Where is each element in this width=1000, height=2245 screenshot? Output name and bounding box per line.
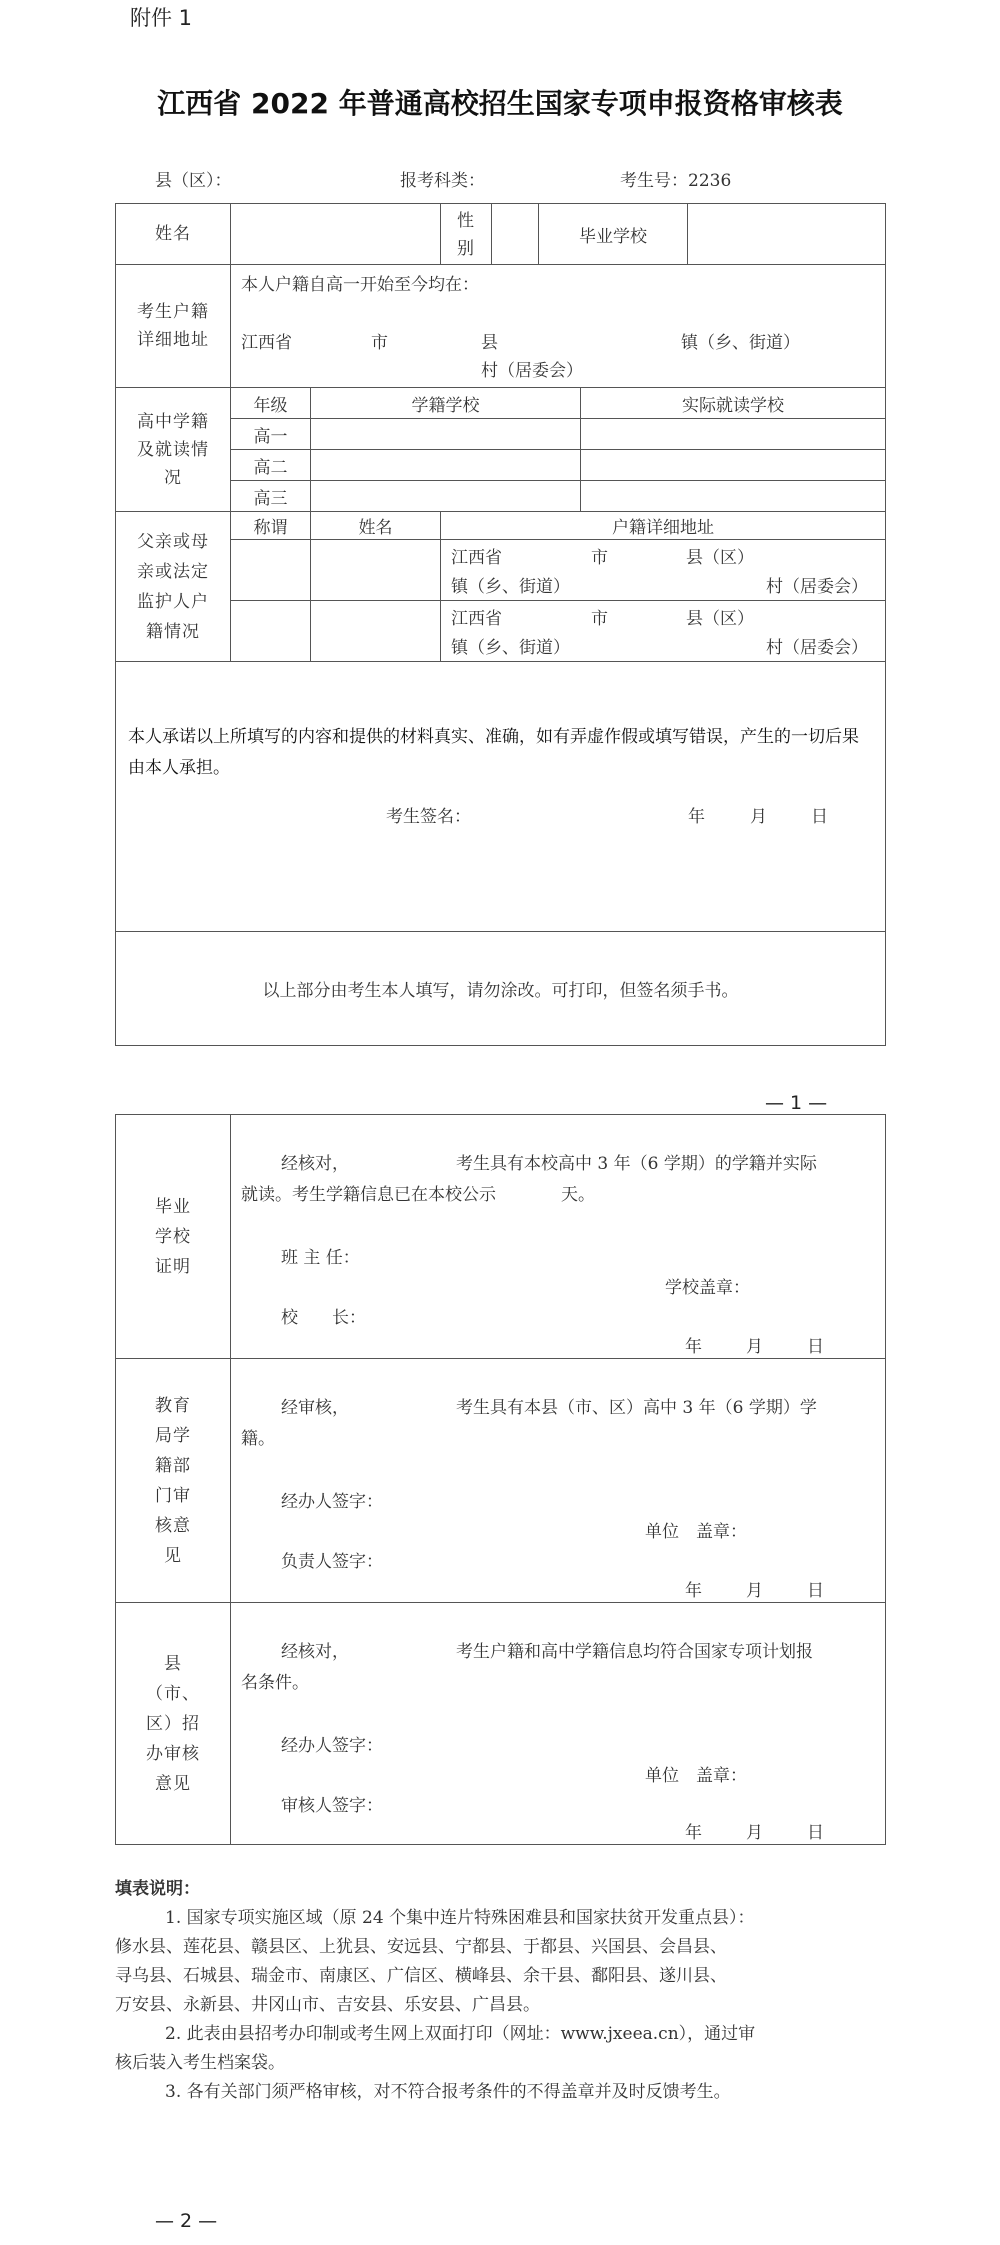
edu-day: 日 [807,1581,824,1601]
edu-bureau-text-c: 籍。 [241,1429,275,1449]
parent-1-county: 县（区） [686,548,754,568]
parent-1-town: 镇（乡、街道） [451,577,570,597]
edu-leader-label: 负责人签字： [281,1552,383,1572]
page-number-2: — 2 — [155,2210,218,2232]
actual-school-grade-1[interactable] [581,419,886,450]
school-cert-year: 年 [685,1337,702,1357]
parent-1-name[interactable] [311,540,441,601]
parent-2-address[interactable] [441,601,886,662]
county-year: 年 [685,1823,702,1843]
school-cert-day: 日 [807,1337,824,1357]
edu-year: 年 [685,1581,702,1601]
county-day: 日 [807,1823,824,1843]
school-cert-text-d: 天。 [561,1185,595,1205]
school-cert-cell[interactable] [231,1115,886,1359]
parent-1-relation[interactable] [231,540,311,601]
reg-school-col-header: 学籍学校 [311,388,581,419]
edu-month: 月 [746,1581,763,1601]
edu-seal-label: 单位 盖章： [645,1522,747,1542]
hukou-province: 江西省 [241,332,292,353]
note-1-line-1: 1. 国家专项实施区域（原 24 个集中连片特殊困难县和国家扶贫开发重点县）： [165,1908,755,1928]
instructions [115,1875,885,2107]
county-office-text-a: 经核对， [281,1642,349,1662]
actual-school-grade-3[interactable] [581,481,886,512]
note-2-line-1: 2. 此表由县招考办印制或考生网上双面打印（网址：www.jxeea.cn），通过审 [165,2024,756,2044]
school-field[interactable] [688,204,886,265]
parent-2-town: 镇（乡、街道） [451,638,570,658]
county-office-cell[interactable] [231,1603,886,1845]
note-1-line-3: 寻乌县、石城县、瑞金市、南康区、广信区、横峰县、余干县、鄱阳县、遂川县、 [115,1966,727,1986]
review-table [115,1114,886,1845]
school-cert-text-a: 经核对， [281,1154,349,1174]
grade-3: 高三 [231,481,311,512]
principal-label: 校 长： [281,1308,366,1328]
actual-school-grade-2[interactable] [581,450,886,481]
reg-school-grade-1[interactable] [311,419,581,450]
name-label: 姓名 [116,204,231,265]
page-number-1: — 1 — [765,1092,828,1114]
reg-school-grade-2[interactable] [311,450,581,481]
grade-col-header: 年级 [231,388,311,419]
parent-2-village: 村（居委会） [766,638,868,658]
county-office-label: 县（市、区）招办审核意见 [146,1653,200,1794]
county-handler-label: 经办人签字： [281,1736,383,1756]
parent-1-province: 江西省 [451,548,502,568]
gender-cell [441,204,539,265]
school-label: 毕业学校 [539,204,688,265]
county-reviewer-label: 审核人签字： [281,1796,383,1816]
meta-county: 县（区）： [155,171,232,191]
hukou-intro: 本人户籍自高一开始至今均在： [241,274,479,295]
edu-bureau-text-a: 经审核， [281,1398,349,1418]
hukou-village: 村（居委会） [481,360,583,381]
applicant-table [115,203,886,1046]
note-3: 3. 各有关部门须严格审核，对不符合报考条件的不得盖章并及时反馈考生。 [165,2082,731,2102]
school-cert-text-b: 考生具有本校高中 3 年（6 学期）的学籍并实际 [456,1154,817,1174]
parent-2-name[interactable] [311,601,441,662]
reg-school-grade-3[interactable] [311,481,581,512]
form-title: 江西省 2022 年普通高校招生国家专项申报资格审核表 [157,87,843,120]
parent-address-col-header: 户籍详细地址 [441,512,886,540]
hukou-city: 市 [371,332,388,353]
parent-1-address[interactable] [441,540,886,601]
parents-label: 父亲或母亲或法定监护人户籍情况 [137,531,209,642]
county-office-text-b: 考生户籍和高中学籍信息均符合国家专项计划报 [456,1642,813,1662]
hukou-town: 镇（乡、街道） [681,332,800,353]
school-cert-label: 毕业学校证明 [155,1196,191,1277]
edu-bureau-text-b: 考生具有本县（市、区）高中 3 年（6 学期）学 [456,1398,817,1418]
meta-exam-number: 考生号：2236 [620,171,732,191]
hukou-county: 县 [481,332,498,353]
pledge-year: 年 [688,807,705,827]
county-month: 月 [746,1823,763,1843]
teacher-label: 班 主 任： [281,1248,360,1268]
edu-bureau-cell[interactable] [231,1359,886,1603]
meta-category: 报考科类： [400,171,485,191]
actual-school-col-header: 实际就读学校 [581,388,886,419]
signature-label: 考生签名： [386,807,471,827]
pledge-text: 本人承诺以上所填写的内容和提供的材料真实、准确，如有弄虚作假或填写错误，产生的一切后果由本人承担。 [128,727,859,778]
edu-handler-label: 经办人签字： [281,1492,383,1512]
county-seal-label: 单位 盖章： [645,1766,747,1786]
parent-2-county: 县（区） [686,609,754,629]
parent-1-village: 村（居委会） [766,577,868,597]
parent-2-city: 市 [591,609,608,629]
parent-name-col-header: 姓名 [311,512,441,540]
grade-1: 高一 [231,419,311,450]
county-office-text-c: 名条件。 [241,1673,309,1693]
instructions-heading: 填表说明： [115,1879,200,1899]
gender-label: 性别 [457,210,475,259]
gender-field[interactable] [492,204,539,265]
note-2-line-2: 核后装入考生档案袋。 [115,2053,285,2073]
note-1-line-2: 修水县、莲花县、赣县区、上犹县、安远县、宁都县、于都县、兴国县、会昌县、 [115,1937,727,1957]
pledge-cell [116,662,886,932]
pledge-day: 日 [811,807,828,827]
attachment-label: 附件 1 [130,6,193,30]
parent-2-relation[interactable] [231,601,311,662]
grade-2: 高二 [231,450,311,481]
school-seal-label: 学校盖章： [665,1278,750,1298]
school-cert-text-c: 就读。考生学籍信息已在本校公示 [241,1185,496,1205]
footer-note: 以上部分由考生本人填写，请勿涂改。可打印，但签名须手书。 [116,932,886,1046]
note-1-line-4: 万安县、永新县、井冈山市、吉安县、乐安县、广昌县。 [115,1995,540,2015]
name-field[interactable] [231,204,441,265]
parent-1-city: 市 [591,548,608,568]
pledge-month: 月 [750,807,767,827]
relation-col-header: 称谓 [231,512,311,540]
edu-bureau-label: 教育局学籍部门审核意见 [155,1395,191,1566]
school-cert-month: 月 [746,1337,763,1357]
parent-2-province: 江西省 [451,609,502,629]
hukou-address-field[interactable] [231,265,886,388]
hukou-label: 考生户籍详细地址 [137,302,209,350]
school-info-label: 高中学籍及就读情况 [137,411,209,488]
